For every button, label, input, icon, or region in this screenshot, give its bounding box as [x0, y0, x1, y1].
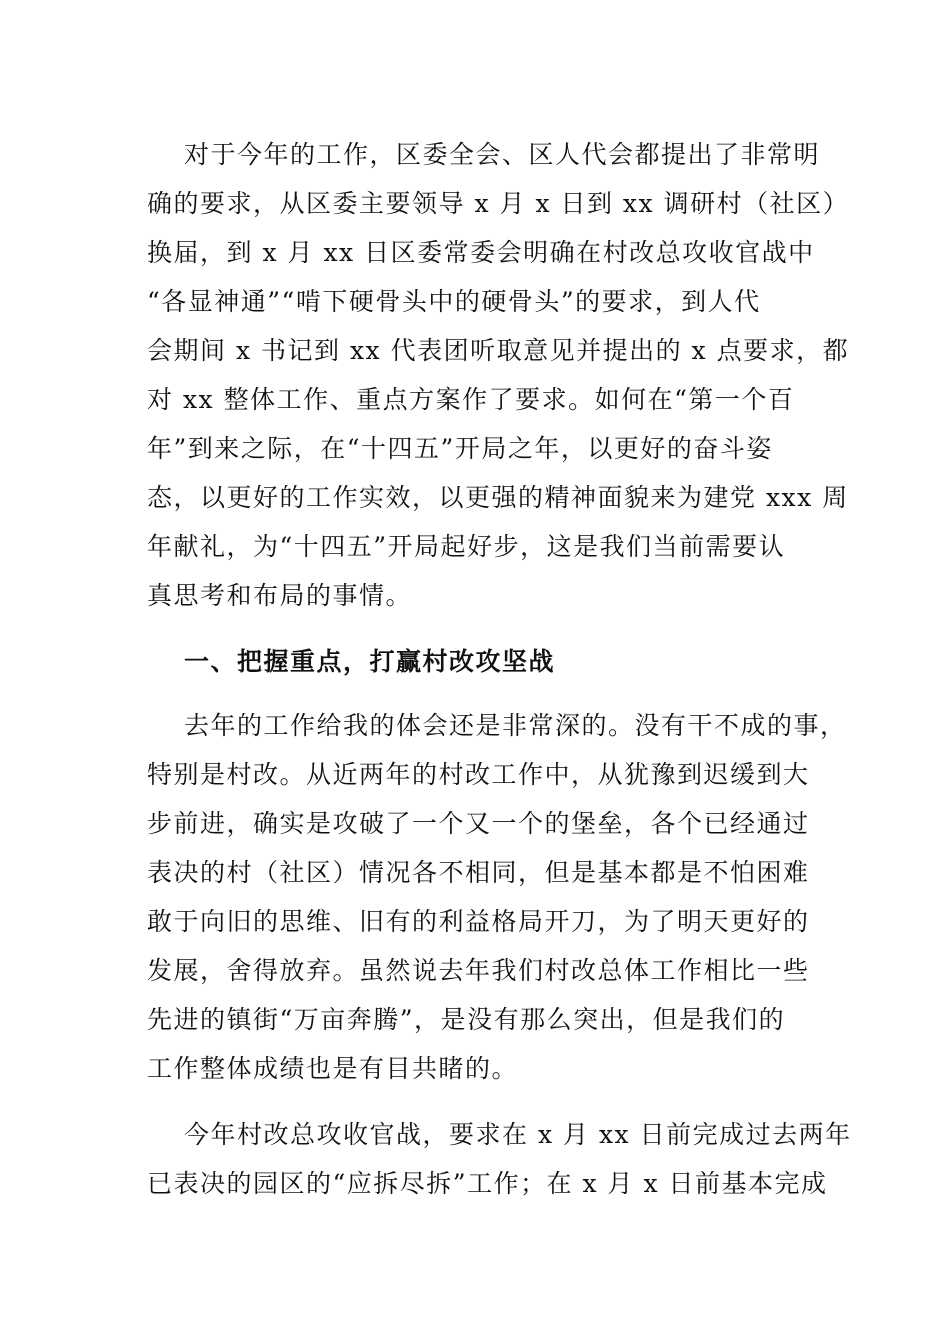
- paragraph-1-line-8: 态，以更好的工作实效，以更强的精神面貌来为建党 xxx 周: [147, 483, 849, 512]
- section-heading: [147, 637, 817, 686]
- paragraph-2-line-1: 去年的工作给我的体会还是非常深的。没有干不成的事，: [184, 711, 847, 740]
- paragraph-2-line-4: 表决的村（社区）情况各不相同，但是基本都是不怕困难: [147, 858, 810, 887]
- paragraph-1-line-4: “各显神通”“啃下硬骨头中的硬骨头”的要求，到人代: [147, 287, 761, 316]
- paragraph-1-line-3: 换届，到 x 月 xx 日区委常委会明确在村改总攻收官战中: [147, 238, 815, 267]
- paragraph-1-line-7: 年”到来之际，在“十四五”开局之年，以更好的奋斗姿: [147, 434, 773, 463]
- paragraph-2-line-8: 工作整体成绩也是有目共睹的。: [147, 1054, 519, 1083]
- paragraph-1-line-2: 确的要求，从区委主要领导 x 月 x 日到 xx 调研村（社区）: [147, 189, 850, 218]
- paragraph-1-line-1: 对于今年的工作，区委全会、区人代会都提出了非常明: [184, 140, 821, 169]
- paragraph-2-line-7: 先进的镇街“万亩奔腾”，是没有那么突出，但是我们的: [147, 1005, 786, 1034]
- paragraph-3-line-2: 已表决的园区的“应拆尽拆”工作；在 x 月 x 日前基本完成: [147, 1169, 828, 1198]
- paragraph-1-line-6: 对 xx 整体工作、重点方案作了要求。如何在“第一个百: [147, 385, 795, 414]
- paragraph-2-line-6: 发展，舍得放弃。虽然说去年我们村改总体工作相比一些: [147, 956, 810, 985]
- section-heading-text: 一、把握重点，打赢村改攻坚战: [184, 647, 556, 676]
- paragraph-2-line-2: 特别是村改。从近两年的村改工作中，从犹豫到迟缓到大: [147, 760, 810, 789]
- paragraph-1-line-10: 真思考和布局的事情。: [147, 581, 413, 610]
- paragraph-1: [147, 130, 850, 620]
- paragraph-2-line-5: 敢于向旧的思维、旧有的利益格局开刀，为了明天更好的: [147, 907, 810, 936]
- paragraph-3: [147, 1110, 852, 1208]
- paragraph-1-line-9: 年献礼，为“十四五”开局起好步，这是我们当前需要认: [147, 532, 786, 561]
- paragraph-3-line-1: 今年村改总攻收官战，要求在 x 月 xx 日前完成过去两年: [184, 1120, 852, 1149]
- paragraph-2: [147, 701, 847, 1093]
- paragraph-1-line-5: 会期间 x 书记到 xx 代表团听取意见并提出的 x 点要求，都: [147, 336, 850, 365]
- paragraph-2-line-3: 步前进，确实是攻破了一个又一个的堡垒，各个已经通过: [147, 809, 810, 838]
